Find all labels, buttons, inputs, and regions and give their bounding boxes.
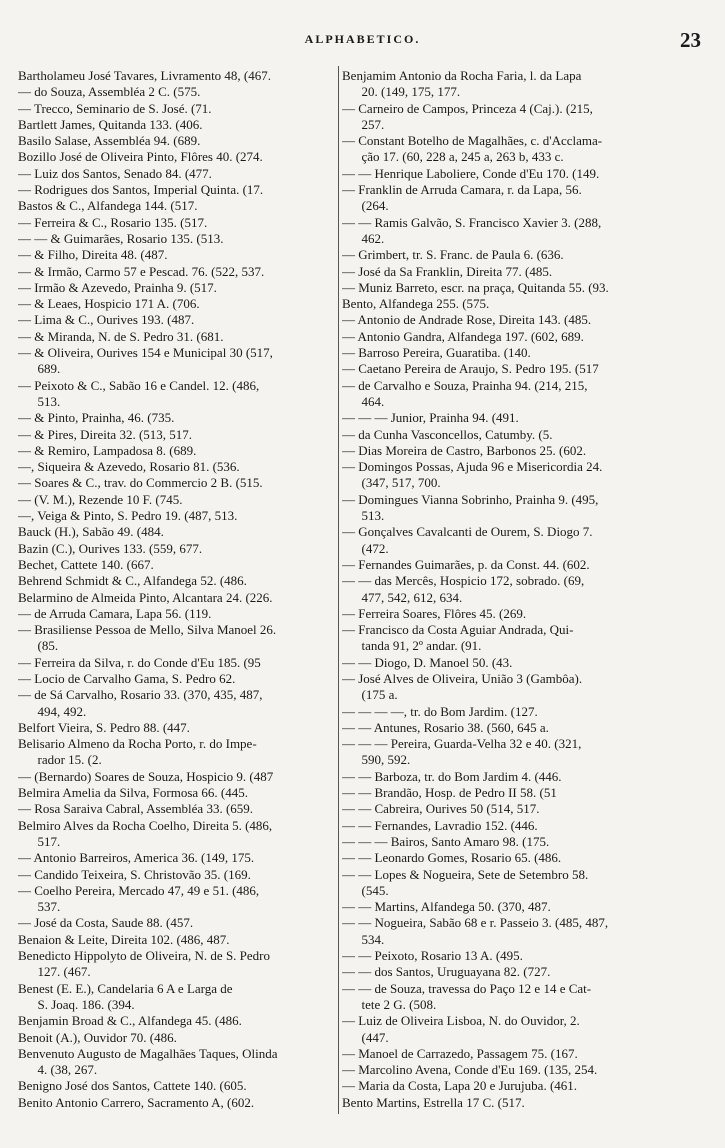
running-title: ALPHABETICO. — [304, 32, 421, 46]
directory-entry-line: — Caetano Pereira de Araujo, S. Pedro 195. (517 — [342, 361, 599, 377]
directory-entry-line: Benjamin Broad & C., Alfandega 45. (486. — [18, 1013, 242, 1029]
directory-entry-line: — — — Junior, Prainha 94. (491. — [342, 410, 519, 426]
directory-entry-line: — — de Souza, travessa do Paço 12 e 14 e Cat- — [342, 980, 592, 996]
directory-entry-line: — & Irmão, Carmo 57 e Pescad. 76. (522, 537. — [18, 263, 265, 279]
directory-entry-line: — Carneiro de Campos, Princeza 4 (Caj.). (215, — [342, 100, 593, 116]
directory-entry-line: 534. — [342, 931, 385, 947]
directory-entry-line: tete 2 G. (508. — [342, 996, 437, 1012]
directory-entry-line: — & Miranda, N. de S. Pedro 31. (681. — [18, 328, 224, 344]
directory-entry-line: — Locio de Carvalho Gama, S. Pedro 62. — [18, 670, 236, 686]
columns — [0, 68, 725, 1128]
directory-entry-line: — — Leonardo Gomes, Rosario 65. (486. — [342, 850, 562, 866]
directory-entry-line: — Antonio de Andrade Rose, Direita 143. (485. — [342, 312, 592, 328]
directory-entry-line: 537. — [18, 899, 61, 915]
directory-entry-line: — — Barboza, tr. do Bom Jardim 4. (446. — [342, 768, 562, 784]
directory-entry-line: —, Siqueira & Azevedo, Rosario 81. (536. — [18, 459, 240, 475]
directory-entry-line: — (Bernardo) Soares de Souza, Hospicio 9. (487 — [18, 768, 274, 784]
directory-entry-line: rador 15. (2. — [18, 752, 102, 768]
directory-entry-line: 517. — [18, 833, 61, 849]
directory-entry-line: — Coelho Pereira, Mercado 47, 49 e 51. (486, — [18, 882, 260, 898]
directory-entry-line: — Rosa Saraiva Cabral, Assembléa 33. (659. — [18, 801, 254, 817]
directory-entry-line: Bartlett James, Quitanda 133. (406. — [18, 116, 203, 132]
directory-entry-line: — do Souza, Assembléa 2 C. (575. — [18, 84, 201, 100]
directory-entry-line: — — Brandão, Hosp. de Pedro II 58. (51 — [342, 785, 557, 801]
directory-entry-line: 4. (38, 267. — [18, 1062, 98, 1078]
directory-entry-line: — Muniz Barreto, escr. na praça, Quitanda 55. (93. — [342, 279, 609, 295]
directory-entry-line: Belisario Almeno da Rocha Porto, r. do Impe- — [18, 736, 257, 752]
directory-entry-line: — Constant Botelho de Magalhães, c. d'Acclama- — [342, 133, 603, 149]
directory-entry-line: — Luiz dos Santos, Senado 84. (477. — [18, 165, 212, 181]
right-column — [342, 68, 712, 1111]
directory-entry-line: — — Nogueira, Sabão 68 e r. Passeio 3. (485, 487, — [342, 915, 609, 931]
directory-entry-line: — de Sá Carvalho, Rosario 33. (370, 435, 487, — [18, 687, 263, 703]
directory-entry-line: 689. — [18, 361, 61, 377]
directory-entry-line: — — Henrique Laboliere, Conde d'Eu 170. (149. — [342, 165, 600, 181]
directory-entry-line: Benaion & Leite, Direita 102. (486, 487. — [18, 931, 230, 947]
directory-entry-line: (545. — [342, 882, 389, 898]
page-number: 23 — [680, 28, 701, 52]
directory-entry-line: — (V. M.), Rezende 10 F. (745. — [18, 491, 183, 507]
directory-entry-line: — Lima & C., Ourives 193. (487. — [18, 312, 195, 328]
directory-entry-line: Benito Antonio Carrero, Sacramento A, (602. — [18, 1094, 255, 1110]
directory-entry-line: — Antonio Barreiros, America 36. (149, 175. — [18, 850, 255, 866]
directory-entry-line: Benest (E. E.), Candelaria 6 A e Larga de — [18, 980, 233, 996]
directory-entry-line: — Gonçalves Cavalcanti de Ourem, S. Diogo 7. — [342, 524, 593, 540]
directory-entry-line: — Domingues Vianna Sobrinho, Prainha 9. (495, — [342, 491, 599, 507]
directory-entry-line: Belmiro Alves da Rocha Coelho, Direita 5. (486, — [18, 817, 273, 833]
directory-entry-line: — & Pires, Direita 32. (513, 517. — [18, 426, 193, 442]
directory-entry-line: — Francisco da Costa Aguiar Andrada, Qui- — [342, 622, 574, 638]
directory-entry-line: — Grimbert, tr. S. Franc. de Paula 6. (636. — [342, 247, 564, 263]
directory-entry-line: 477, 542, 612, 634. — [342, 589, 463, 605]
directory-entry-line: — Candido Teixeira, S. Christovão 35. (169. — [18, 866, 251, 882]
directory-entry-line: (447. — [342, 1029, 389, 1045]
directory-entry-line: — da Cunha Vasconcellos, Catumby. (5. — [342, 426, 553, 442]
directory-entry-line: Bechet, Cattete 140. (667. — [18, 556, 154, 572]
directory-entry-line: — Fernandes Guimarães, p. da Const. 44. (602. — [342, 556, 590, 572]
page-header — [0, 28, 725, 54]
directory-entry-line: Bauck (H.), Sabão 49. (484. — [18, 524, 164, 540]
directory-entry-line: tanda 91, 2º andar. (91. — [342, 638, 482, 654]
directory-entry-line: — — Diogo, D. Manoel 50. (43. — [342, 654, 513, 670]
directory-entry-line: — Brasiliense Pessoa de Mello, Silva Manoel 26. — [18, 622, 277, 638]
directory-entry-line: 513. — [342, 508, 385, 524]
directory-entry-line: — — Antunes, Rosario 38. (560, 645 a. — [342, 719, 549, 735]
directory-entry-line: (175 a. — [342, 687, 398, 703]
directory-entry-line: — — — Bairos, Santo Amaro 98. (175. — [342, 833, 550, 849]
directory-entry-line: Bento Martins, Estrella 17 C. (517. — [342, 1094, 525, 1110]
directory-entry-line: S. Joaq. 186. (394. — [18, 996, 135, 1012]
directory-entry-line: — de Arruda Camara, Lapa 56. (119. — [18, 605, 212, 621]
directory-entry-line: — — das Mercês, Hospicio 172, sobrado. (69, — [342, 573, 585, 589]
directory-entry-line: Belarmino de Almeida Pinto, Alcantara 24. (226. — [18, 589, 273, 605]
directory-entry-line: Bazin (C.), Ourives 133. (559, 677. — [18, 540, 203, 556]
directory-entry-line: — — & Guimarães, Rosario 135. (513. — [18, 230, 224, 246]
directory-entry-line: — Irmão & Azevedo, Prainha 9. (517. — [18, 279, 217, 295]
directory-entry-line: Bozillo José de Oliveira Pinto, Flôres 40. (274. — [18, 149, 263, 165]
directory-entry-line: — Franklin de Arruda Camara, r. da Lapa, 56. — [342, 182, 582, 198]
directory-entry-line: Belfort Vieira, S. Pedro 88. (447. — [18, 719, 190, 735]
directory-entry-line: — Maria da Costa, Lapa 20 e Jurujuba. (461. — [342, 1078, 578, 1094]
directory-entry-line: (347, 517, 700. — [342, 475, 441, 491]
directory-entry-line: 513. — [18, 393, 61, 409]
directory-entry-line: 464. — [342, 393, 385, 409]
directory-entry-line: 462. — [342, 230, 385, 246]
directory-entry-line: — Soares & C., trav. do Commercio 2 B. (515. — [18, 475, 263, 491]
directory-entry-line: — — — Pereira, Guarda-Velha 32 e 40. (321, — [342, 736, 582, 752]
directory-entry-line: — Ferreira da Silva, r. do Conde d'Eu 185. (95 — [18, 654, 261, 670]
directory-entry-line: — Dias Moreira de Castro, Barbonos 25. (602. — [342, 442, 587, 458]
directory-entry-line: — & Leaes, Hospicio 171 A. (706. — [18, 296, 200, 312]
directory-entry-line: Behrend Schmidt & C., Alfandega 52. (486. — [18, 573, 247, 589]
directory-entry-line: — — Martins, Alfandega 50. (370, 487. — [342, 899, 551, 915]
directory-entry-line: — & Pinto, Prainha, 46. (735. — [18, 410, 175, 426]
directory-entry-line: Bartholameu José Tavares, Livramento 48, (467. — [18, 68, 272, 83]
directory-entry-line: — Trecco, Seminario de S. José. (71. — [18, 100, 212, 116]
directory-entry-line: — Manoel de Carrazedo, Passagem 75. (167. — [342, 1045, 578, 1061]
directory-entry-line: — — Ramis Galvão, S. Francisco Xavier 3. (288, — [342, 214, 602, 230]
directory-entry-line: — & Remiro, Lampadosa 8. (689. — [18, 442, 197, 458]
directory-entry-line: — — — —, tr. do Bom Jardim. (127. — [342, 703, 538, 719]
directory-entry-line: Benjamim Antonio da Rocha Faria, l. da Lapa — [342, 68, 582, 83]
directory-entry-line: — Peixoto & C., Sabão 16 e Candel. 12. (486, — [18, 377, 260, 393]
directory-entry-line: — — Fernandes, Lavradio 152. (446. — [342, 817, 538, 833]
directory-entry-line: Bento, Alfandega 255. (575. — [342, 296, 490, 312]
directory-entry-line: — Ferreira Soares, Flôres 45. (269. — [342, 605, 527, 621]
directory-entry-line: Belmira Amelia da Silva, Formosa 66. (445. — [18, 785, 248, 801]
directory-entry-line: — & Filho, Direita 48. (487. — [18, 247, 168, 263]
directory-entry-line: — José Alves de Oliveira, União 3 (Gambôa). — [342, 670, 583, 686]
directory-entry-line: (264. — [342, 198, 389, 214]
directory-entry-line: 20. (149, 175, 177. — [342, 84, 461, 100]
left-column — [18, 68, 336, 1111]
directory-entry-line: — Barroso Pereira, Guaratiba. (140. — [342, 345, 531, 361]
directory-entry-line: — — Cabreira, Ourives 50 (514, 517. — [342, 801, 540, 817]
directory-entry-line: Benvenuto Augusto de Magalhães Taques, Olinda — [18, 1045, 278, 1061]
directory-entry-line: — José da Sa Franklin, Direita 77. (485. — [342, 263, 553, 279]
directory-entry-line: (85. — [18, 638, 59, 654]
directory-entry-line: — Marcolino Avena, Conde d'Eu 169. (135, 254. — [342, 1062, 598, 1078]
directory-entry-line: Benoit (A.), Ouvidor 70. (486. — [18, 1029, 177, 1045]
directory-entry-line: Basilo Salase, Assembléa 94. (689. — [18, 133, 201, 149]
directory-entry-line: — de Carvalho e Souza, Prainha 94. (214, 215, — [342, 377, 588, 393]
directory-entry-line: — — Lopes & Nogueira, Sete de Setembro 58. — [342, 866, 589, 882]
directory-entry-line: 590, 592. — [342, 752, 411, 768]
directory-entry-line: Bastos & C., Alfandega 144. (517. — [18, 198, 198, 214]
directory-entry-line: Benigno José dos Santos, Cattete 140. (605. — [18, 1078, 247, 1094]
directory-entry-line: 127. (467. — [18, 964, 91, 980]
directory-entry-line: — Luiz de Oliveira Lisboa, N. do Ouvidor, 2. — [342, 1013, 580, 1029]
directory-entry-line: — Ferreira & C., Rosario 135. (517. — [18, 214, 208, 230]
directory-entry-line: — Rodrigues dos Santos, Imperial Quinta. (17. — [18, 182, 264, 198]
directory-entry-line: — & Oliveira, Ourives 154 e Municipal 30 (517, — [18, 345, 273, 361]
directory-entry-line: — — dos Santos, Uruguayana 82. (727. — [342, 964, 551, 980]
directory-entry-line: (472. — [342, 540, 389, 556]
directory-entry-line: — Antonio Gandra, Alfandega 197. (602, 689. — [342, 328, 584, 344]
directory-entry-line: ção 17. (60, 228 a, 245 a, 263 b, 433 c. — [342, 149, 564, 165]
directory-entry-line: — Domingos Possas, Ajuda 96 e Misericordia 24. — [342, 459, 603, 475]
directory-entry-line: —, Veiga & Pinto, S. Pedro 19. (487, 513. — [18, 508, 238, 524]
directory-entry-line: 257. — [342, 116, 385, 132]
directory-entry-line: Benedicto Hippolyto de Oliveira, N. de S. Pedro — [18, 948, 271, 964]
directory-entry-line: — — Peixoto, Rosario 13 A. (495. — [342, 948, 523, 964]
directory-entry-line: 494, 492. — [18, 703, 87, 719]
directory-entry-line: — José da Costa, Saude 88. (457. — [18, 915, 194, 931]
